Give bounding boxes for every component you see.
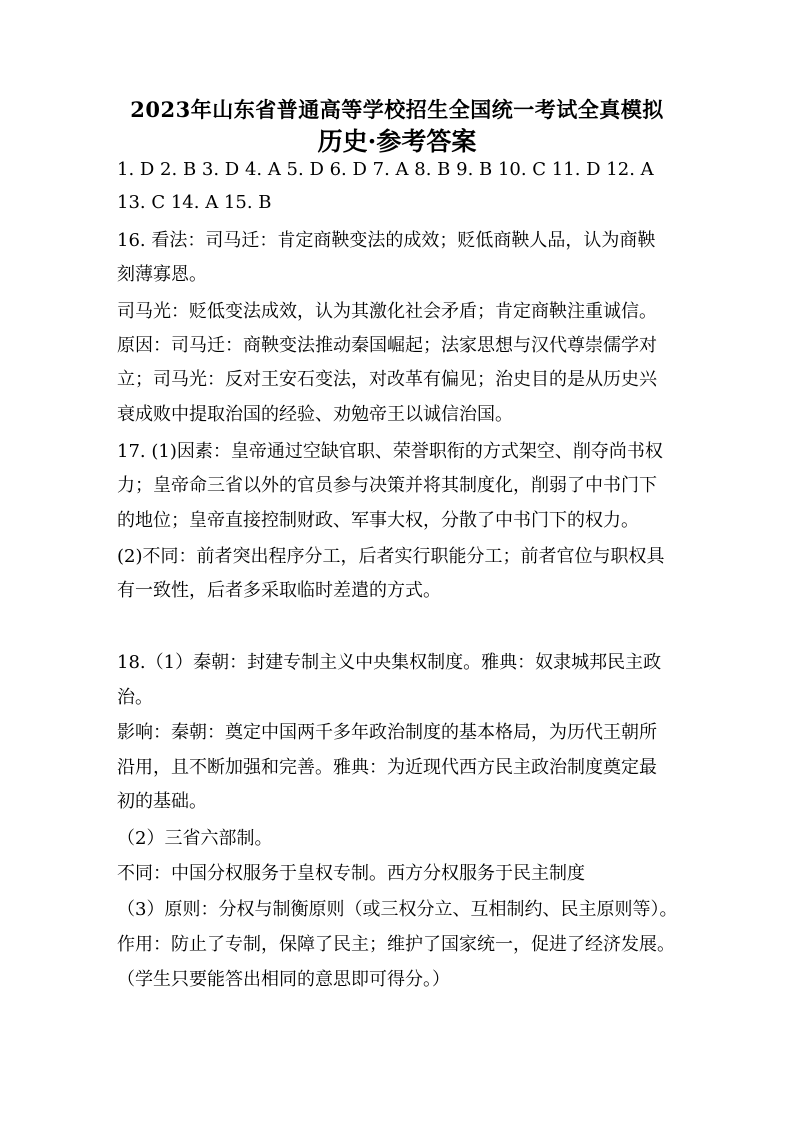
document-subtitle: 历史·参考答案 — [317, 127, 477, 156]
answer-line-q18-1-end: 治。 — [117, 687, 153, 708]
answer-line-q16-view: 16. 看法：司马迁：肯定商鞅变法的成效；贬低商鞅人品，认为商鞅 — [117, 230, 656, 251]
answer-line-q16-reason-end: 衰成败中提取治国的经验、劝勉帝王以诚信治国。 — [117, 404, 513, 425]
answer-line-q17-factor-end: 的地位；皇帝直接控制财政、军事大权，分散了中书门下的权力。 — [117, 510, 639, 531]
answer-line-q18-impact-end: 初的基础。 — [117, 791, 207, 812]
answer-line-q16-reason-cont: 立；司马光：反对王安石变法，对改革有偏见；治史目的是从历史兴 — [117, 369, 657, 390]
answer-line-mc-1: 1. D 2. B 3. D 4. A 5. D 6. D 7. A 8. B 9. B 10. C 11. D 12. A — [117, 159, 654, 180]
answer-line-q18-1: 18.（1）秦朝：封建专制主义中央集权制度。雅典：奴隶城邦民主政 — [117, 652, 662, 673]
answer-line-q18-impact-cont: 沿用，且不断加强和完善。雅典：为近现代西方民主政治制度奠定最 — [117, 757, 657, 778]
answer-line-q17-factor: 17. (1)因素：皇帝通过空缺官职、荣誉职衔的方式架空、削夺尚书权 — [117, 441, 663, 462]
answer-line-q18-3: （3）原则：分权与制衡原则（或三权分立、互相制约、民主原则等）。 — [117, 899, 678, 920]
answer-line-q17-factor-cont: 力；皇帝命三省以外的官员参与决策并将其制度化，削弱了中书门下 — [117, 475, 657, 496]
document-title: 2023年山东省普通高等学校招生全国统一考试全真模拟 — [130, 97, 664, 122]
answer-line-mc-2: 13. C 14. A 15. B — [117, 192, 272, 213]
answer-line-q16-view-cont: 刻薄寡恩。 — [117, 264, 207, 285]
answer-line-q16-simaguang: 司马光：贬低变法成效，认为其激化社会矛盾；肯定商鞅注重诚信。 — [117, 301, 657, 322]
answer-line-q18-3-effect: 作用：防止了专制，保障了民主；维护了国家统一，促进了经济发展。 — [117, 934, 675, 955]
answer-line-q18-2-difference: 不同：中国分权服务于皇权专制。西方分权服务于民主制度 — [117, 863, 585, 884]
answer-line-q16-reason: 原因：司马迁：商鞅变法推动秦国崛起；法家思想与汉代尊崇儒学对 — [117, 335, 657, 356]
answer-line-scoring-note: （学生只要能答出相同的意思即可得分。） — [117, 969, 450, 990]
answer-line-q18-impact: 影响：秦朝：奠定中国两千多年政治制度的基本格局，为历代王朝所 — [117, 722, 657, 743]
answer-line-q18-2: （2）三省六部制。 — [117, 828, 273, 849]
answer-line-q17-difference-end: 有一致性，后者多采取临时差遣的方式。 — [117, 580, 441, 601]
answer-line-q17-difference: (2)不同：前者突出程序分工，后者实行职能分工；前者官位与职权具 — [117, 546, 665, 567]
